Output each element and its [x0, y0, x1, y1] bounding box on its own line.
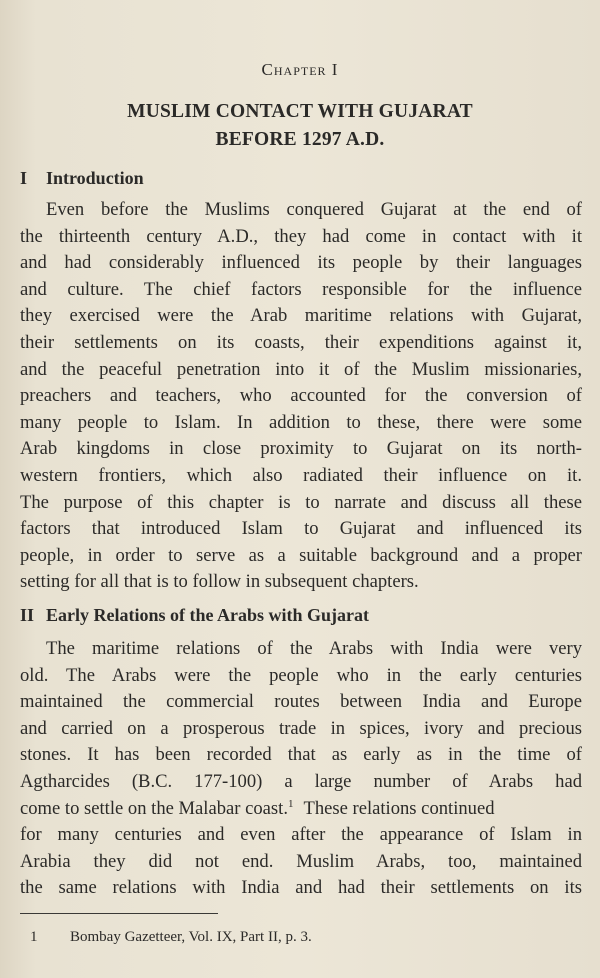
- footnote-divider: [20, 913, 218, 914]
- paragraph-line: and culture. The chief factors responsible for the influence: [20, 278, 582, 300]
- paragraph-line: factors that introduced Islam to Gujarat and influenced its: [20, 518, 582, 540]
- paragraph-line: the same relations with India and had their settlements on its: [20, 877, 582, 899]
- chapter-label: Chapter I: [261, 60, 339, 79]
- introduction-paragraph: [20, 197, 582, 596]
- paragraph-line: for many centuries and even after the appearance of Islam in: [20, 824, 582, 846]
- paragraph-line: and had considerably influenced its people by their languages: [20, 252, 582, 274]
- section-heading-early-relations: [20, 605, 369, 626]
- section-title: Early Relations of the Arabs with Gujarat: [46, 605, 369, 625]
- paragraph-line: setting for all that is to follow in subsequent chapters.: [20, 571, 419, 593]
- line-text: These relations continued: [303, 797, 495, 819]
- footnote: [30, 929, 312, 946]
- paragraph-line: preachers and teachers, who accounted for the conversion of: [20, 385, 582, 407]
- chapter-title: [0, 98, 600, 154]
- paragraph-line: people, in order to serve as a suitable background and a proper: [20, 544, 582, 566]
- section-number: I: [20, 168, 28, 188]
- paragraph-line: maintained the commercial routes between India and Europe: [20, 691, 582, 713]
- early-relations-paragraph: [20, 636, 582, 902]
- section-heading-introduction: [20, 168, 144, 189]
- paragraph-line: stones. It has been recorded that as early as in the time of: [20, 744, 582, 766]
- paragraph-line: western frontiers, which also radiated their influence on it.: [20, 464, 582, 486]
- paragraph-line: the thirteenth century A.D., they had come in contact with it: [20, 225, 582, 247]
- section-title: Introduction: [46, 168, 144, 188]
- chapter-title-line-2: BEFORE 1297 A.D.: [215, 129, 385, 150]
- paragraph-line: Arab kingdoms in close proximity to Gujarat on its north-: [20, 438, 582, 460]
- paragraph-line: Arabia they did not end. Muslim Arabs, too, maintained: [20, 850, 582, 872]
- paragraph-line: The purpose of this chapter is to narrate and discuss all these: [20, 491, 582, 513]
- paragraph-line: The maritime relations of the Arabs with India were very: [46, 638, 582, 659]
- section-number: II: [20, 605, 35, 625]
- paragraph-line: Even before the Muslims conquered Gujarat at the end of: [46, 199, 582, 220]
- paragraph-line: and carried on a prosperous trade in spices, ivory and precious: [20, 717, 582, 739]
- footnote-reference[interactable]: 1: [287, 797, 294, 810]
- paragraph-line: old. The Arabs were the people who in the early centuries: [20, 664, 582, 686]
- footnote-text: Bombay Gazetteer, Vol. IX, Part II, p. 3.: [70, 929, 312, 945]
- chapter-title-line-1: MUSLIM CONTACT WITH GUJARAT: [127, 101, 473, 122]
- line-text: come to settle on the Malabar coast.: [20, 797, 288, 819]
- paragraph-line: they exercised were the Arab maritime relations with Gujarat,: [20, 305, 582, 327]
- paragraph-line: many people to Islam. In addition to these, there were some: [20, 411, 582, 433]
- paragraph-line: their settlements on its coasts, their expenditions against it,: [20, 331, 582, 353]
- footnote-number: 1: [30, 929, 38, 945]
- paragraph-line: Agtharcides (B.C. 177-100) a large number of Arabs had: [20, 770, 582, 792]
- paragraph-line: [20, 796, 582, 823]
- paragraph-line: and the peaceful penetration into it of the Muslim missionaries,: [20, 358, 582, 380]
